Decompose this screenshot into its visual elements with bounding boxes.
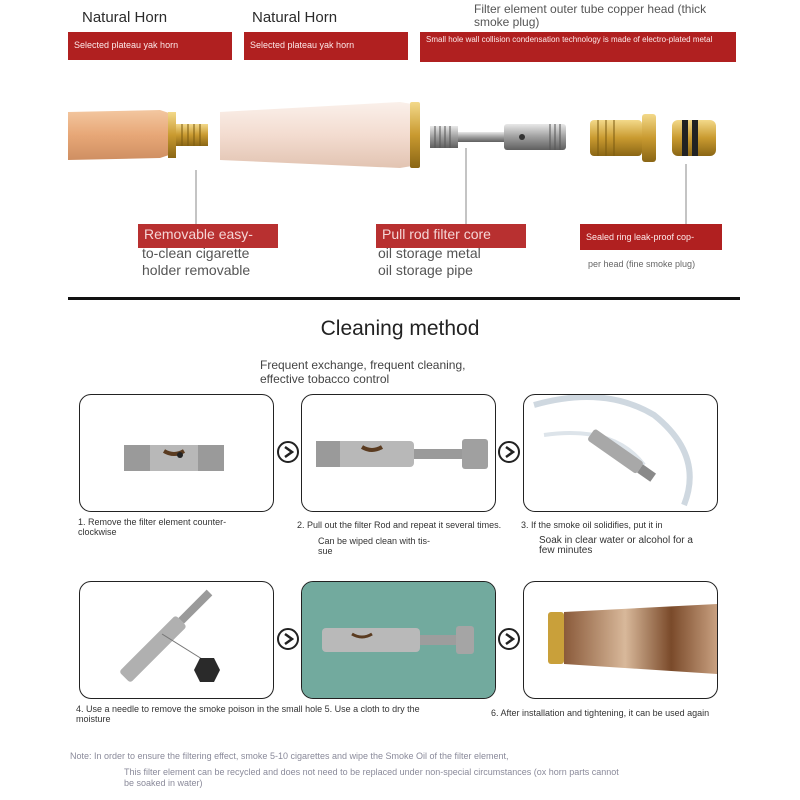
step3-caption-1: 3. If the smoke oil solidifies, put it in: [521, 520, 663, 530]
step2-caption-1: 2. Pull out the filter Rod and repeat it several times.: [297, 520, 502, 530]
section-divider: [68, 297, 740, 300]
horn1-title: Natural Horn: [82, 9, 168, 26]
pull-rod-red-label: Pull rod filter core: [376, 224, 526, 248]
removable-line3: holder removable: [142, 262, 251, 278]
horn2-title: Natural Horn: [252, 9, 338, 26]
horn2-sub-label: Selected plateau yak horn: [244, 32, 408, 60]
step1-caption-2: clockwise: [78, 527, 117, 537]
step6-photo: [523, 581, 718, 699]
cloth-dry-icon: [302, 582, 495, 698]
step4-photo: [79, 581, 274, 699]
step1-photo: [79, 394, 274, 512]
step45-caption-2: moisture: [76, 714, 111, 724]
pulled-rod-icon: [302, 395, 495, 511]
removable-line2: to-clean cigarette: [142, 245, 250, 261]
step3-photo: [523, 394, 718, 512]
step3-caption-2: Soak in clear water or alcohol for a: [539, 535, 693, 546]
filter-title: Filter element outer tube copper head (thick smoke plug): [474, 2, 707, 29]
step6-caption: 6. After installation and tightening, it can be used again: [491, 708, 710, 718]
step2-photo: [301, 394, 496, 512]
filter-element-icon: [80, 395, 273, 511]
step2-caption-2: Can be wiped clean with tis-: [318, 536, 431, 546]
removable-red-label: Removable easy-: [138, 224, 278, 248]
note-2-line2: be soaked in water): [124, 778, 203, 788]
note-2-line1: This filter element can be recycled and does not need to be replaced under non-special circumstances (ox horn parts cannot: [124, 767, 619, 777]
cleaning-heading: Cleaning method: [320, 317, 480, 340]
arrow-right-icon: [498, 441, 520, 463]
sealed-line2: per head (fine smoke plug): [588, 259, 696, 269]
pull-rod-line3: oil storage pipe: [378, 262, 473, 278]
cleaning-subtitle-2: effective tobacco control: [260, 372, 390, 386]
assembled-holder-icon: [524, 582, 717, 698]
needle-cleaning-icon: [80, 582, 273, 698]
arrow-right-icon: [498, 628, 520, 650]
arrow-right-icon: [277, 628, 299, 650]
soak-in-glass-icon: [524, 395, 717, 511]
step1-caption-1: 1. Remove the filter element counter-: [78, 517, 227, 527]
arrow-right-icon: [277, 441, 299, 463]
step2-caption-3: sue: [318, 546, 333, 556]
step5-photo: [301, 581, 496, 699]
note-1: Note: In order to ensure the filtering effect, smoke 5-10 cigarettes and wipe the Smoke Oil of the filter element,: [70, 751, 509, 761]
cleaning-subtitle-1: Frequent exchange, frequent cleaning,: [260, 358, 466, 372]
filter-sub-label: Small hole wall collision condensation technology is made of electro-plated metal: [420, 32, 736, 62]
sealed-red-label: Sealed ring leak-proof cop-: [580, 224, 722, 250]
step45-caption-1: 4. Use a needle to remove the smoke poison in the small hole 5. Use a cloth to dry the: [76, 704, 420, 714]
pull-rod-line2: oil storage metal: [378, 245, 481, 261]
step3-caption-3: few minutes: [539, 545, 593, 556]
horn1-sub-label: Selected plateau yak horn: [68, 32, 232, 60]
